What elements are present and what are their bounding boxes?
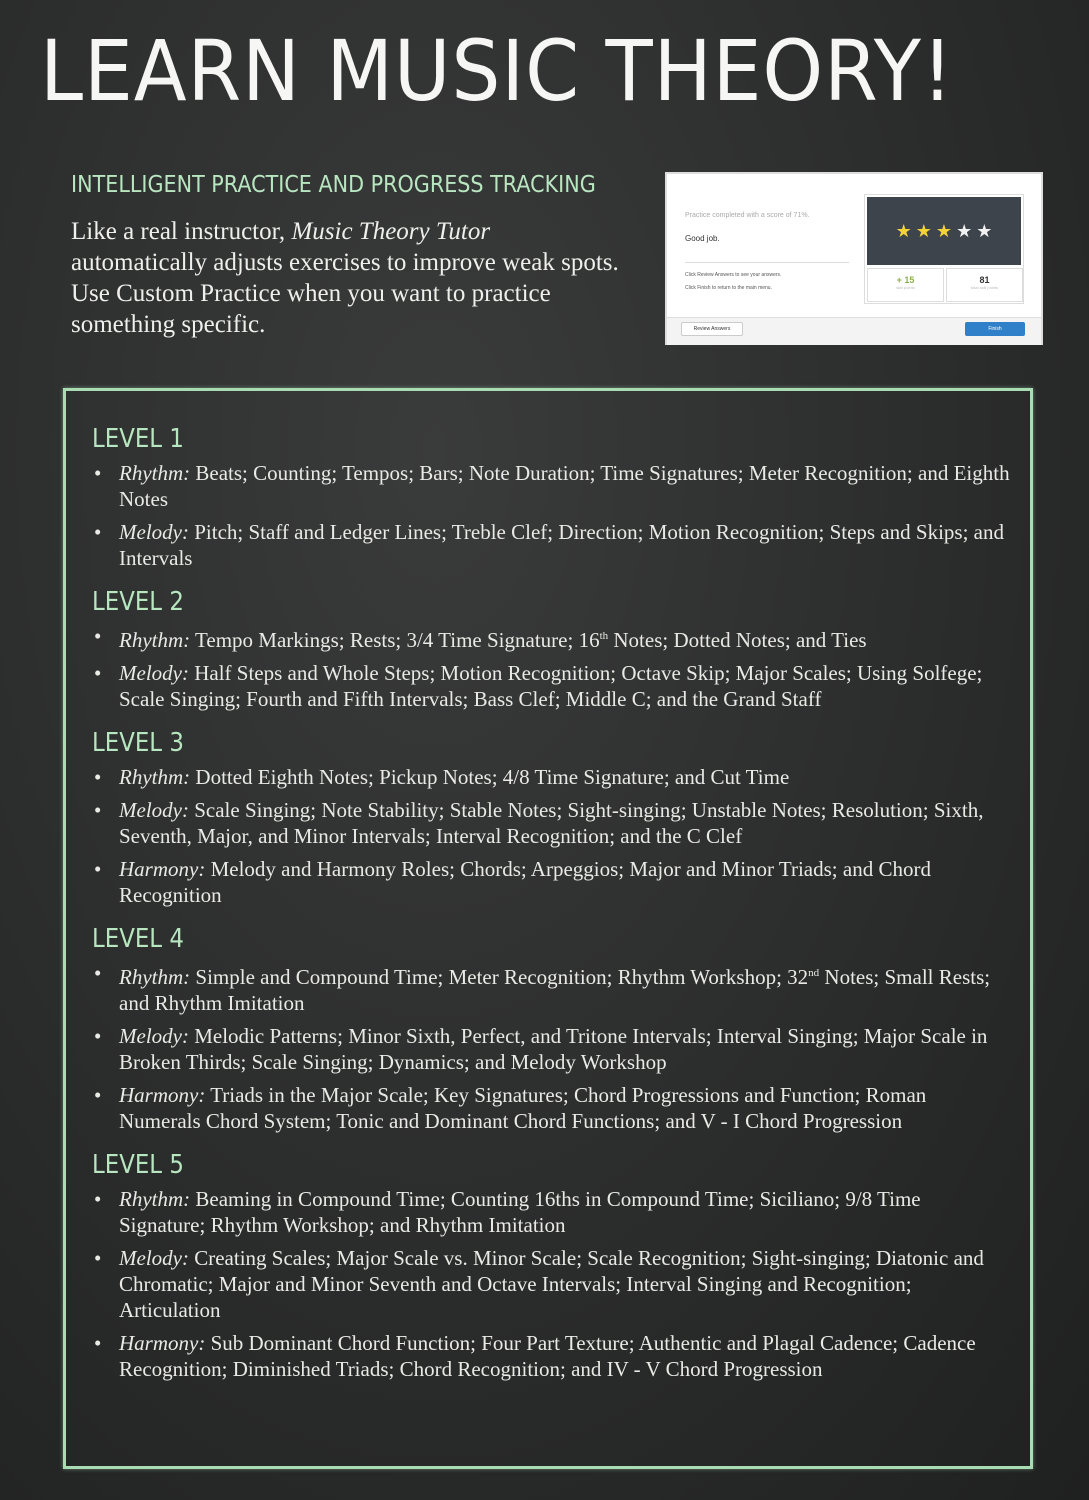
level-heading: LEVEL 4 [92, 924, 184, 954]
topic-category: Rhythm: [119, 765, 191, 789]
skill-points [867, 268, 944, 302]
level-heading: LEVEL 2 [92, 587, 184, 617]
list-item [92, 1330, 1012, 1382]
intro-paragraph [71, 216, 631, 340]
intro-text: Like a real instructor, [71, 218, 292, 245]
topic-text-rest: Notes; Small Rests; and Rhythm Imitation [119, 965, 991, 1015]
total-label: total skill points [970, 285, 999, 290]
list-item [92, 460, 1012, 512]
star-icon: ★ [976, 220, 993, 241]
star-icon: ★ [915, 220, 932, 241]
list-item [92, 1245, 1012, 1323]
list-item [92, 660, 1012, 712]
dialog-footer [667, 317, 1041, 345]
topic-text: Tempo Markings; Rests; 3/4 Time Signature; 16 [190, 628, 600, 652]
topic-text: Beats; Counting; Tempos; Bars; Note Duration; Time Signatures; Meter Recognition; and Eighth Notes [119, 461, 1010, 511]
finish-button[interactable]: Finish [965, 322, 1025, 336]
total-skill-points [946, 268, 1023, 302]
level-heading: LEVEL 3 [92, 728, 184, 758]
product-name: Music Theory Tutor [291, 218, 491, 245]
topic-text: Scale Singing; Note Stability; Stable Notes; Sight-singing; Unstable Notes; Resolution; Sixth, Seventh, Major, and Minor Intervals; Interval Recognition; and the C Clef [119, 798, 984, 848]
level-heading: LEVEL 1 [92, 424, 184, 454]
divider [685, 262, 849, 263]
score-message: Practice completed with a score of 71%. [685, 212, 810, 219]
star-rating [867, 197, 1021, 265]
list-item [92, 1186, 1012, 1238]
list-item [92, 1082, 1012, 1134]
topic-list [92, 623, 1012, 712]
list-item [92, 960, 1012, 1016]
total-value: 81 [979, 275, 990, 285]
topic-text: Sub Dominant Chord Function; Four Part Texture; Authentic and Plagal Cadence; Cadence Recognition; Diminished Triads; Chord Recognition; and IV - V Chord Progression [119, 1331, 976, 1381]
skill-points-value: + 15 [896, 275, 915, 285]
levels-list [92, 424, 1012, 1398]
topic-text: Melodic Patterns; Minor Sixth, Perfect, and Tritone Intervals; Interval Singing; Major Scale in Broken Thirds; Scale Singing; Dynamics; and Melody Workshop [119, 1024, 988, 1074]
list-item [92, 856, 1012, 908]
review-answers-button[interactable]: Review Answers [681, 322, 743, 336]
tip-review: Click Review Answers to see your answers. [685, 272, 782, 278]
app-screenshot [665, 172, 1043, 345]
feedback-text: Good job. [685, 234, 720, 243]
topic-category: Harmony: [119, 1331, 206, 1355]
star-icon: ★ [935, 220, 953, 241]
topic-list [92, 960, 1012, 1134]
level-heading: LEVEL 5 [92, 1150, 184, 1180]
ordinal-suffix: th [599, 630, 609, 642]
topic-text: Simple and Compound Time; Meter Recognition; Rhythm Workshop; 32 [190, 965, 809, 989]
topic-text: Beaming in Compound Time; Counting 16ths in Compound Time; Siciliano; 9/8 Time Signature; Rhythm Workshop; and Rhythm Imitation [119, 1187, 921, 1237]
ordinal-suffix: nd [808, 967, 820, 979]
topic-category: Rhythm: [119, 1187, 191, 1211]
list-item [92, 623, 1012, 653]
tip-finish: Click Finish to return to the main menu. [685, 285, 772, 291]
topic-list [92, 460, 1012, 571]
topic-text: Triads in the Major Scale; Key Signatures; Chord Progressions and Function; Roman Numerals Chord System; Tonic and Dominant Chord Functions; and V - I Chord Progression [119, 1083, 927, 1133]
topic-category: Harmony: [119, 857, 206, 881]
topic-list [92, 764, 1012, 908]
topic-text: Creating Scales; Major Scale vs. Minor Scale; Scale Recognition; Sight-singing; Diatonic and Chromatic; Major and Minor Seventh and Octave Intervals; Interval Singing and Recognition; Articulation [119, 1246, 984, 1322]
section-subtitle: INTELLIGENT PRACTICE AND PROGRESS TRACKING [71, 172, 596, 198]
list-item [92, 797, 1012, 849]
topic-category: Melody: [119, 661, 189, 685]
topic-text: Pitch; Staff and Ledger Lines; Treble Clef; Direction; Motion Recognition; Steps and Skips; and Intervals [119, 520, 1004, 570]
topic-text-rest: Notes; Dotted Notes; and Ties [608, 628, 867, 652]
topic-category: Melody: [119, 798, 189, 822]
topic-category: Rhythm: [119, 628, 191, 652]
topic-text: Dotted Eighth Notes; Pickup Notes; 4/8 Time Signature; and Cut Time [190, 765, 790, 789]
score-panel [864, 194, 1024, 304]
topic-category: Harmony: [119, 1083, 206, 1107]
list-item [92, 764, 1012, 790]
topic-category: Rhythm: [119, 965, 191, 989]
topic-category: Rhythm: [119, 461, 191, 485]
star-icon: ★ [895, 220, 912, 241]
page-title: LEARN MUSIC THEORY! [40, 22, 954, 120]
topic-list [92, 1186, 1012, 1382]
list-item [92, 519, 1012, 571]
topic-text: Half Steps and Whole Steps; Motion Recognition; Octave Skip; Major Scales; Using Solfege; Scale Singing; Fourth and Fifth Intervals; Bass Clef; Middle C; and the Grand Staff [119, 661, 983, 711]
skill-points-label: skill points [896, 285, 915, 290]
topic-category: Melody: [119, 1024, 189, 1048]
star-icon: ★ [956, 220, 973, 241]
topic-category: Melody: [119, 520, 189, 544]
topic-text: Melody and Harmony Roles; Chords; Arpeggios; Major and Minor Triads; and Chord Recognition [119, 857, 931, 907]
topic-category: Melody: [119, 1246, 189, 1270]
list-item [92, 1023, 1012, 1075]
intro-text-rest: automatically adjusts exercises to improve weak spots. Use Custom Practice when you want to practice something specific. [71, 249, 619, 338]
